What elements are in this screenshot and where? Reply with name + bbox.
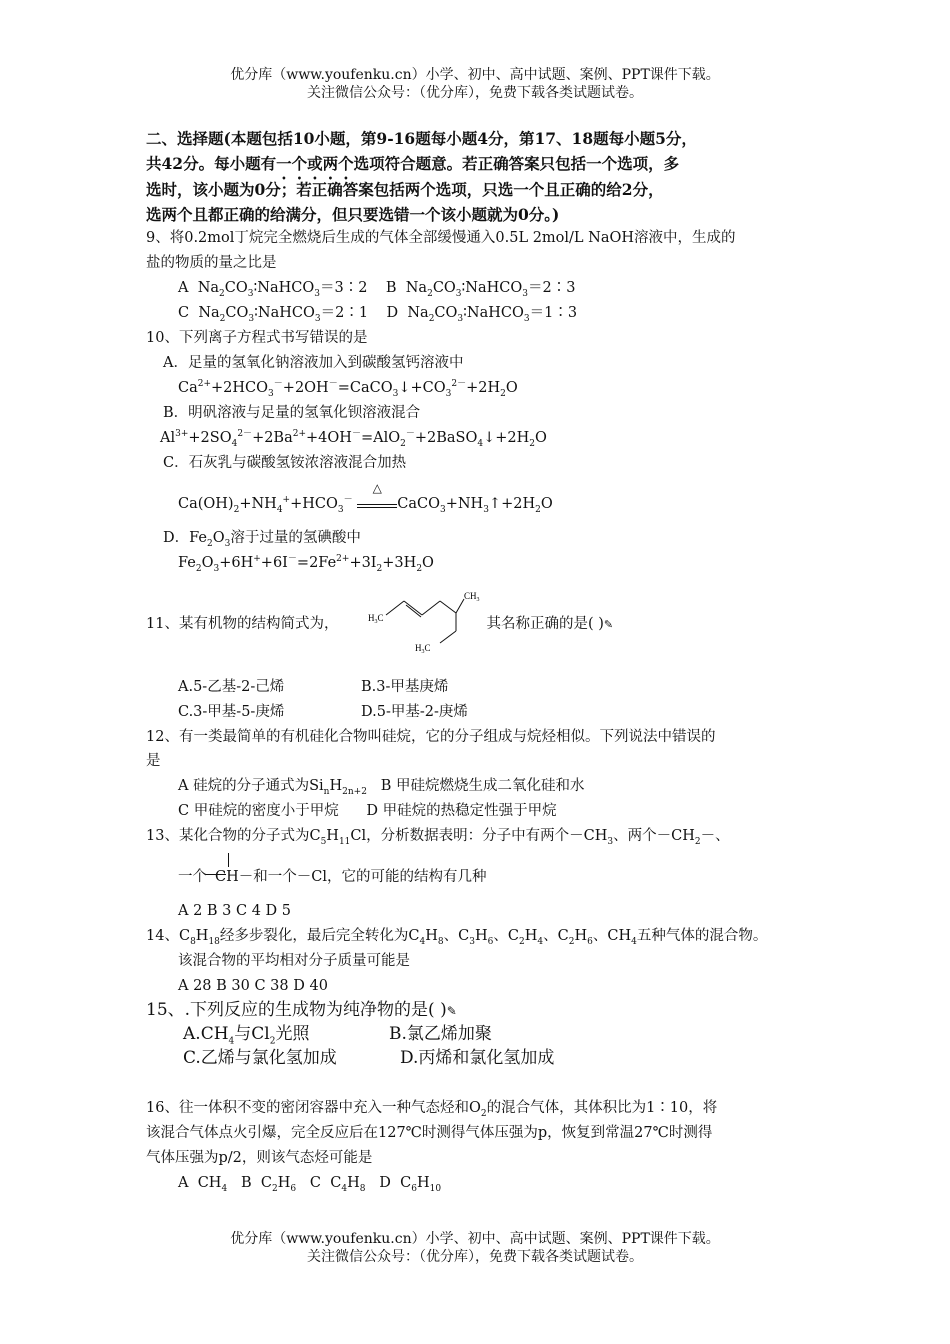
q14-stem-2: 该混合物的平均相对分子质量可能是 — [178, 953, 410, 969]
q10-stem: 10、下列离子方程式书写错误的是 — [146, 330, 368, 346]
q15-option-a: $A.CH_4$与$Cl_2$光照 — [183, 1024, 310, 1047]
q16-stem-2: 该混合气体点火引爆，完全反应后在127℃时测得气体压强为p，恢复到常温27℃时测得 — [146, 1125, 713, 1141]
question-hand-icon: ✎ — [446, 1004, 457, 1018]
q9-stem: 9、将0.2mol丁烷完全燃烧后生成的气体全部缓慢通入0.5L 2mol/L NaOH溶液中，生成的 — [146, 230, 736, 246]
q10-equation-c: $Ca(OH)_2+NH_4^++HCO_3^-$ △ $CaCO_3+NH_3↑+2H_2O$ — [178, 481, 553, 515]
q14-stem: 14、$C_8H_{18}$经多步裂化，最后完全转化为$C_4H_8$、$C_3H_6$、$C_2H_4$、$C_2H_6$、$CH_4$五种气体的混合物。 — [146, 928, 768, 947]
q16-stem: 16、往一体积不变的密闭容器中充入一种气态烃和$O_2$的混合气体，其体积比为1∶10，将 — [146, 1100, 718, 1119]
q11-option-a: A.5-乙基-2-己烯 — [178, 679, 285, 695]
q10-option-a: A．足量的氢氧化钠溶液加入到碳酸氢钙溶液中 — [163, 355, 464, 371]
mol-ch3-top: $CH_3$ — [464, 591, 480, 603]
q15-option-c: C.乙烯与氯化氢加成 — [183, 1048, 337, 1068]
q11-stem: 11、某有机物的结构简式为， 其名称正确的是( )✎ — [146, 616, 614, 632]
q10-option-c: C．石灰乳与碳酸氢铵浓溶液混合加热 — [163, 455, 407, 471]
q9-stem-2: 盐的物质的量之比是 — [146, 255, 277, 271]
q12-stem-2: 是 — [146, 753, 161, 769]
q11-structure-diagram — [360, 585, 490, 655]
q10-equation-a: $Ca^{2+}+2HCO_3^-+2OH^-=CaCO_3↓+CO_3^{2-}+2H_2O$ — [178, 379, 518, 399]
section-title: 二、选择题(本题包括10小题，第9-16题每小题4分，第17、18题每小题5分， — [146, 129, 697, 148]
mol-h3c-left: $H_3C$ — [368, 613, 384, 625]
q12-options-cd: C 甲硅烷的密度小于甲烷 D 甲硅烷的热稳定性强于甲烷 — [178, 803, 557, 819]
footer-line-1: 优分库（www.youfenku.cn）小学、初中、高中试题、案例、PPT课件下载。 — [230, 1231, 720, 1247]
q10-equation-d: $Fe_2O_3+6H^++6I^-=2Fe^{2+}+3I_2+3H_2O$ — [178, 554, 434, 574]
q10-option-d: D．$Fe_2O_3$溶于过量的氢碘酸中 — [163, 530, 361, 549]
q11-option-c: C.3-甲基-5-庚烯 — [178, 704, 285, 720]
q12-options-ab: A 硅烷的分子通式为$Si_nH_{2n+2}$ B 甲硅烷燃烧生成二氧化硅和水 — [178, 778, 585, 797]
q10-option-b: B．明矾溶液与足量的氢氧化钡溶液混合 — [163, 405, 421, 421]
q16-stem-3: 气体压强为p/2，则该气态烃可能是 — [146, 1150, 373, 1166]
q11-option-b: B.3-甲基庚烯 — [361, 679, 449, 695]
q13-bond-vertical — [228, 853, 229, 867]
header-line-2: 关注微信公众号：（优分库），免费下载各类试题试卷。 — [307, 85, 643, 101]
q14-options: A 28 B 30 C 38 D 40 — [178, 978, 328, 994]
q13-stem-2: 一个 CH－和一个－Cl，它的可能的结构有几种 — [178, 869, 487, 885]
q16-options: A $CH_4$ B $C_2H_6$ C $C_4H_8$ D $C_6H_{10}$ — [178, 1175, 442, 1194]
q9-options-cd: C $Na_2CO_3∶NaHCO_3=2∶1$ D $Na_2CO_3∶NaHCO_3=1∶3$ — [178, 305, 578, 324]
header-line-1: 优分库（www.youfenku.cn）小学、初中、高中试题、案例、PPT课件下载。 — [230, 67, 720, 83]
question-hand-icon: ✎ — [603, 618, 614, 631]
section-instructions-4: 选两个且都正确的给满分，但只要选错一个该小题就为0分。) — [146, 205, 560, 224]
q13-options: A 2 B 3 C 4 D 5 — [178, 903, 292, 919]
q10-equation-b: $Al^{3+}+2SO_4^{2-}+2Ba^{2+}+4OH^-=AlO_2^-+2BaSO_4↓+2H_2O$ — [160, 429, 547, 449]
q9-options-ab: A $Na_2CO_3∶NaHCO_3=3∶2$ B $Na_2CO_3∶NaHCO_3=2∶3$ — [178, 280, 576, 299]
footer-line-2: 关注微信公众号：（优分库），免费下载各类试题试卷。 — [307, 1249, 643, 1265]
q15-option-d: D.丙烯和氯化氢加成 — [400, 1048, 555, 1068]
section-instructions-2: 共42分。每小题有一个或两个选项符合题意。若正确答案只包括一个选项，多 — [146, 154, 680, 173]
mol-h3c-bottom: $H_3C$ — [415, 643, 431, 655]
q15-stem: 15、.下列反应的生成物为纯净物的是( )✎ — [146, 1000, 457, 1020]
q13-stem: 13、某化合物的分子式为$C_5H_{11}Cl$，分析数据表明：分子中有两个$-CH_3$、两个$-CH_2-$、 — [146, 828, 730, 847]
q12-stem: 12、有一类最简单的有机硅化合物叫硅烷，它的分子组成与烷烃相似。下列说法中错误的 — [146, 729, 716, 745]
q11-option-d: D.5-甲基-2-庚烯 — [361, 704, 468, 720]
q15-option-b: B.氯乙烯加聚 — [389, 1024, 492, 1044]
section-instructions-3: 选时，该小题为0分；若正确答案包括两个选项，只选一个且正确的给2分， — [146, 180, 664, 199]
heat-equals-sign: △ — [357, 496, 397, 508]
